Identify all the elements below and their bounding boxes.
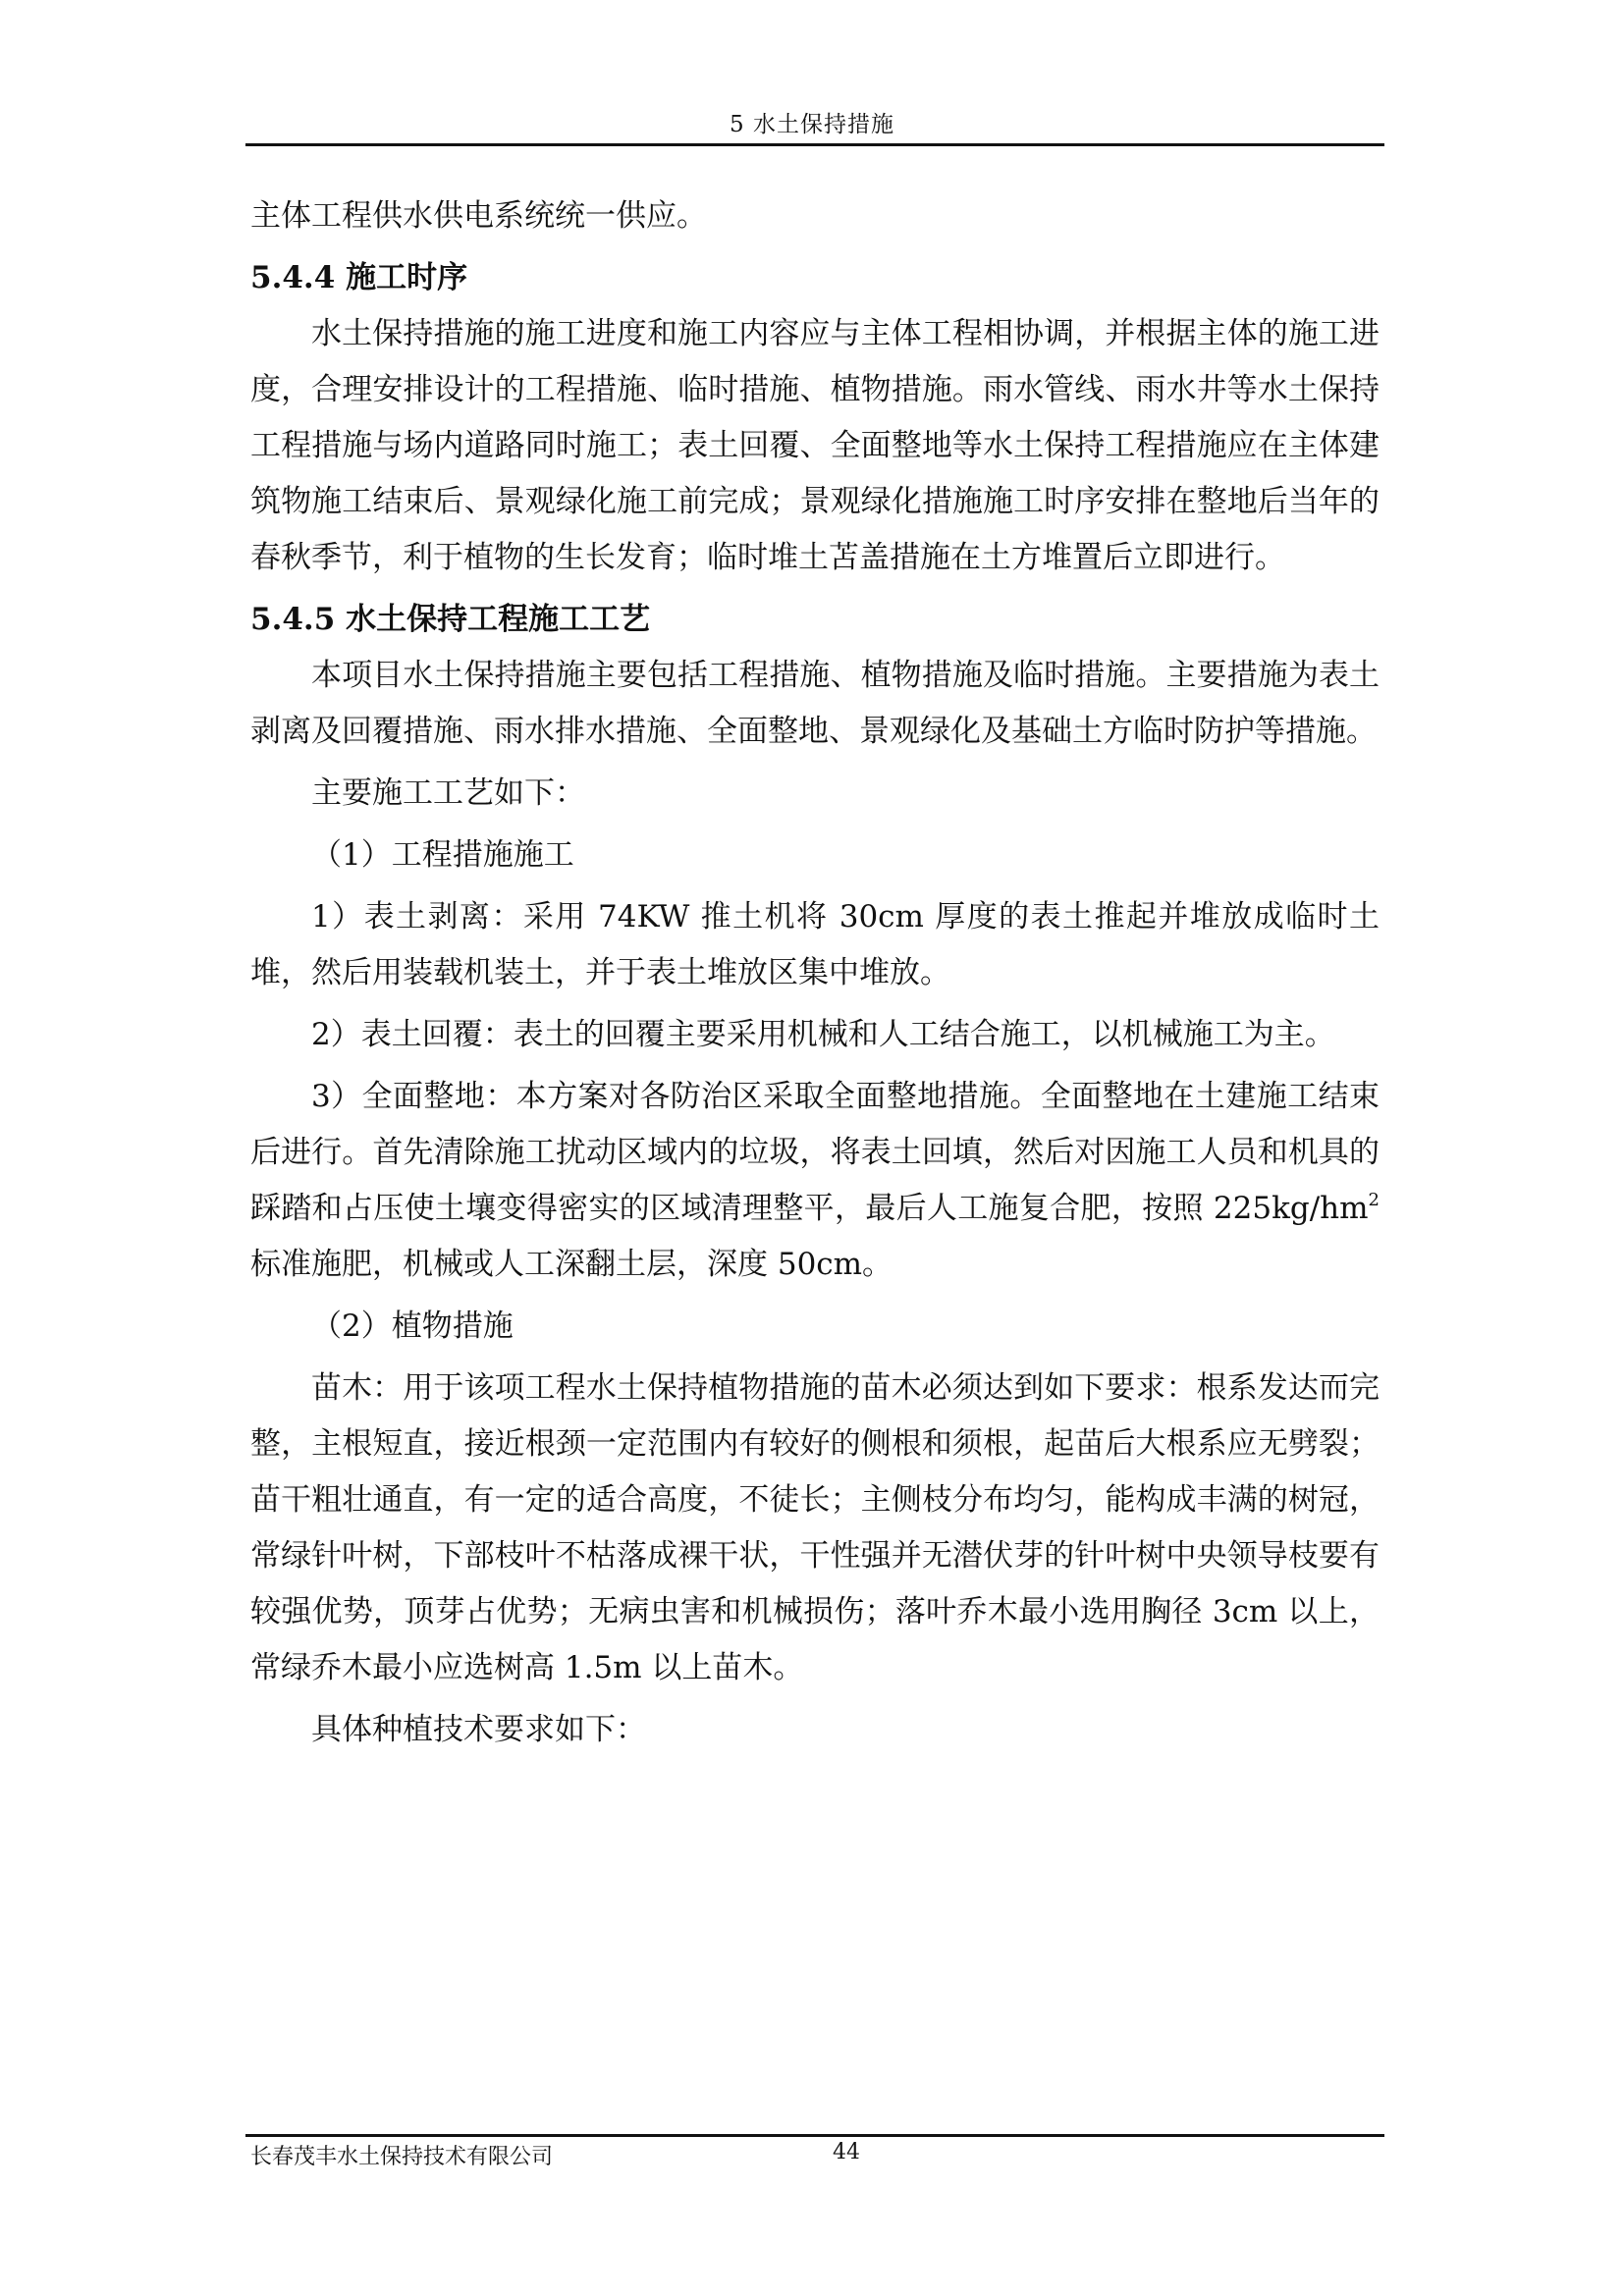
paragraph: 苗木：用于该项工程水土保持植物措施的苗木必须达到如下要求：根系发达而完整，主根短直，接近根颈一定范围内有较好的侧根和须根，起苗后大根系应无劈裂；苗干粗壮通直，有一定的适合高度，不徒长；主侧枝分布均匀，能构成丰满的树冠，常绿针叶树，下部枝叶不枯落成裸干状，干性强并无潜伏芽的针叶树中央领导枝要有较强优势，顶芽占优势；无病虫害和机械损伤；落叶乔木最小选用胸径 3cm 以上，常绿乔木最小应选树高 1.5m 以上苗木。: [250, 1370, 1380, 1685]
paragraph: 主体工程供水供电系统统一供应。: [250, 198, 707, 234]
paragraph: 1）表土剥离：采用 74KW 推土机将 30cm 厚度的表土推起并堆放成临时土堆，然后用装载机装土，并于表土堆放区集中堆放。: [250, 899, 1380, 990]
page-number: 44: [833, 2140, 860, 2164]
paragraph-text: 3）全面整地：本方案对各防治区采取全面整地措施。全面整地在土建施工结束后进行。首先清除施工扰动区域内的垃圾，将表土回填，然后对因施工人员和机具的踩踏和占压使土壤变得密实的区域清理整平，最后人工施复合肥，按照 225kg/hm: [250, 1079, 1380, 1226]
sub-heading: （2）植物措施: [311, 1308, 514, 1344]
footer-rule: [245, 2134, 1384, 2137]
paragraph: 2）表土回覆：表土的回覆主要采用机械和人工结合施工，以机械施工为主。: [311, 1017, 1335, 1052]
page-header: 5 水土保持措施: [730, 112, 894, 137]
section-heading: 5.4.5 水土保持工程施工工艺: [250, 602, 651, 637]
superscript: 2: [1368, 1189, 1380, 1210]
document-body: [250, 188, 1380, 1764]
paragraph: 主要施工工艺如下：: [311, 775, 585, 811]
paragraph: 本项目水土保持措施主要包括工程措施、植物措施及临时措施。主要措施为表土剥离及回覆措施、雨水排水措施、全面整地、景观绿化及基础土方临时防护等措施。: [250, 658, 1380, 749]
paragraph-text: 标准施肥，机械或人工深翻土层，深度 50cm。: [250, 1247, 893, 1282]
header-rule: [245, 143, 1384, 146]
paragraph: 具体种植技术要求如下：: [311, 1712, 646, 1747]
paragraph: [250, 1069, 1380, 1293]
sub-heading: （1）工程措施施工: [311, 837, 574, 873]
paragraph: 水土保持措施的施工进度和施工内容应与主体工程相协调，并根据主体的施工进度，合理安排设计的工程措施、临时措施、植物措施。雨水管线、雨水井等水土保持工程措施与场内道路同时施工；表土回覆、全面整地等水土保持工程措施应在主体建筑物施工结束后、景观绿化施工前完成；景观绿化措施施工时序安排在整地后当年的春秋季节，利于植物的生长发育；临时堆土苫盖措施在土方堆置后立即进行。: [250, 316, 1380, 575]
footer-company: 长春茂丰水土保持技术有限公司: [250, 2145, 554, 2169]
section-heading: 5.4.4 施工时序: [250, 260, 468, 295]
